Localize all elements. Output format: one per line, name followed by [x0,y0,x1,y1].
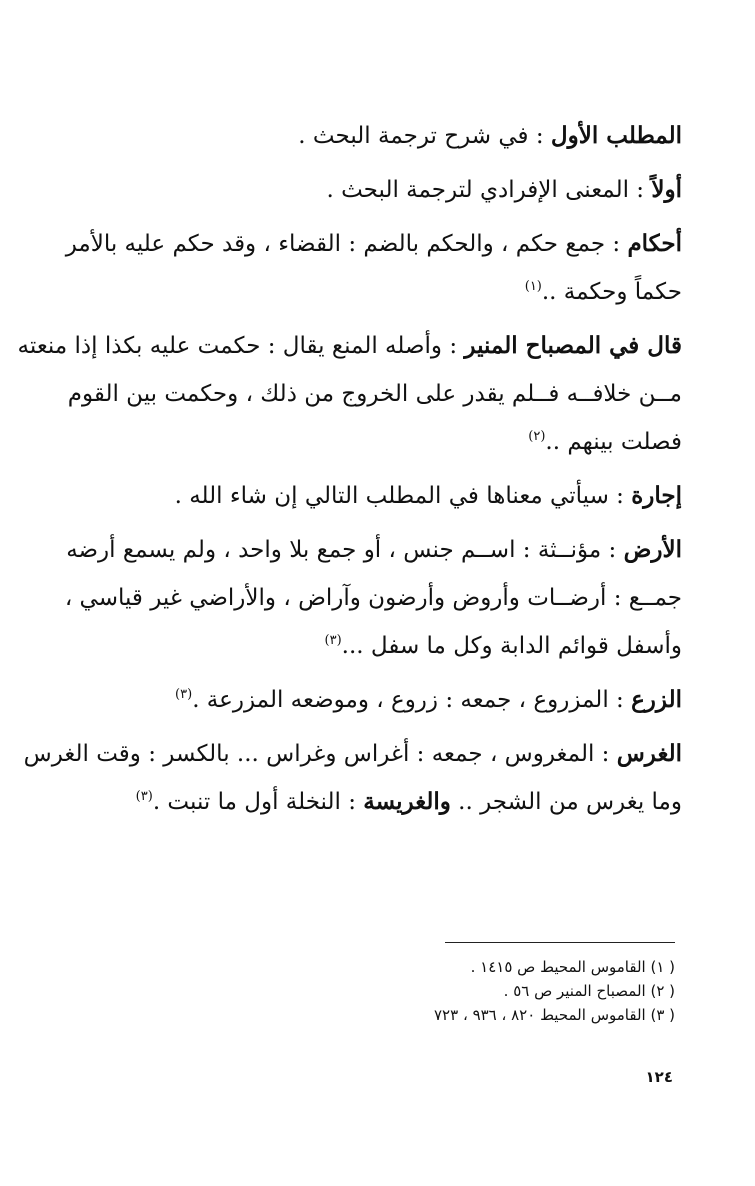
text-line: حكماً وحكمة ..$^{(١)}$ [524,279,682,305]
term-heading: أحكام [627,230,682,257]
text-line: أحكام : جمع حكم ، والحكم بالضم : القضاء ، وقد حكم عليه بالأمر [65,230,682,257]
main-text [17,112,682,826]
footnote-ref: (٣) [175,687,193,702]
term-heading: الغرس [616,740,682,767]
text-line: وأسفل قوائم الدابة وكل ما سفل ...$^{(٣)}$ [324,633,682,659]
footnotes [345,955,675,1027]
term-heading: والغريسة [363,788,451,815]
text-line: الزرع : المزروع ، جمعه : زروع ، وموضعه المزرعة .$^{(٣)}$ [175,686,682,713]
term-heading: الزرع [631,686,682,713]
text-line: وما يغرس من الشجر .. والغريسة : النخلة أول ما تنبت .$^{(٣)}$ [135,788,682,815]
footnote-ref: (٣) [324,633,342,648]
term-heading: إجارة [631,482,682,509]
footnote-separator [445,942,675,943]
footnote: ( ٢) المصباح المنير ص ٥٦ . [503,982,675,1000]
term-heading: الأرض [623,536,682,563]
footnote-ref: (١) [524,279,542,294]
text-line: جمــع : أرضــات وأروض وأرضون وآراض ، والأراضي غير قياسي ، [64,585,682,611]
text-line: المطلب الأول : في شرح ترجمة البحث . [298,122,682,149]
text-line: فصلت بينهم ..$^{(٢)}$ [528,429,682,455]
footnote-ref: (٢) [528,429,546,444]
footnote: ( ٣) القاموس المحيط ٨٢٠ ، ٩٣٦ ، ٧٢٣ [434,1006,675,1024]
page-number: ١٢٤ [645,1068,673,1086]
term-heading: أولاً [651,176,682,203]
text-line: الأرض : مؤنــثة : اســم جنس ، أو جمع بلا واحد ، ولم يسمع أرضه [66,536,682,563]
text-line: إجارة : سيأتي معناها في المطلب التالي إن شاء الله . [174,482,682,509]
term-heading: قال في المصباح المنير [464,332,682,359]
text-line: أولاً : المعنى الإفرادي لترجمة البحث . [326,176,682,203]
footnote-ref: (٣) [135,789,153,804]
section-heading: المطلب الأول [550,122,682,149]
footnote: ( ١) القاموس المحيط ص ١٤١٥ . [470,958,675,976]
text-line: الغرس : المغروس ، جمعه : أغراس وغراس ... بالكسر : وقت الغرس [23,740,682,767]
text-line: قال في المصباح المنير : وأصله المنع يقال : حكمت عليه بكذا إذا منعته [17,332,682,359]
text-line: مــن خلافــه فــلم يقدر على الخروج من ذلك ، وحكمت بين القوم [67,381,682,407]
